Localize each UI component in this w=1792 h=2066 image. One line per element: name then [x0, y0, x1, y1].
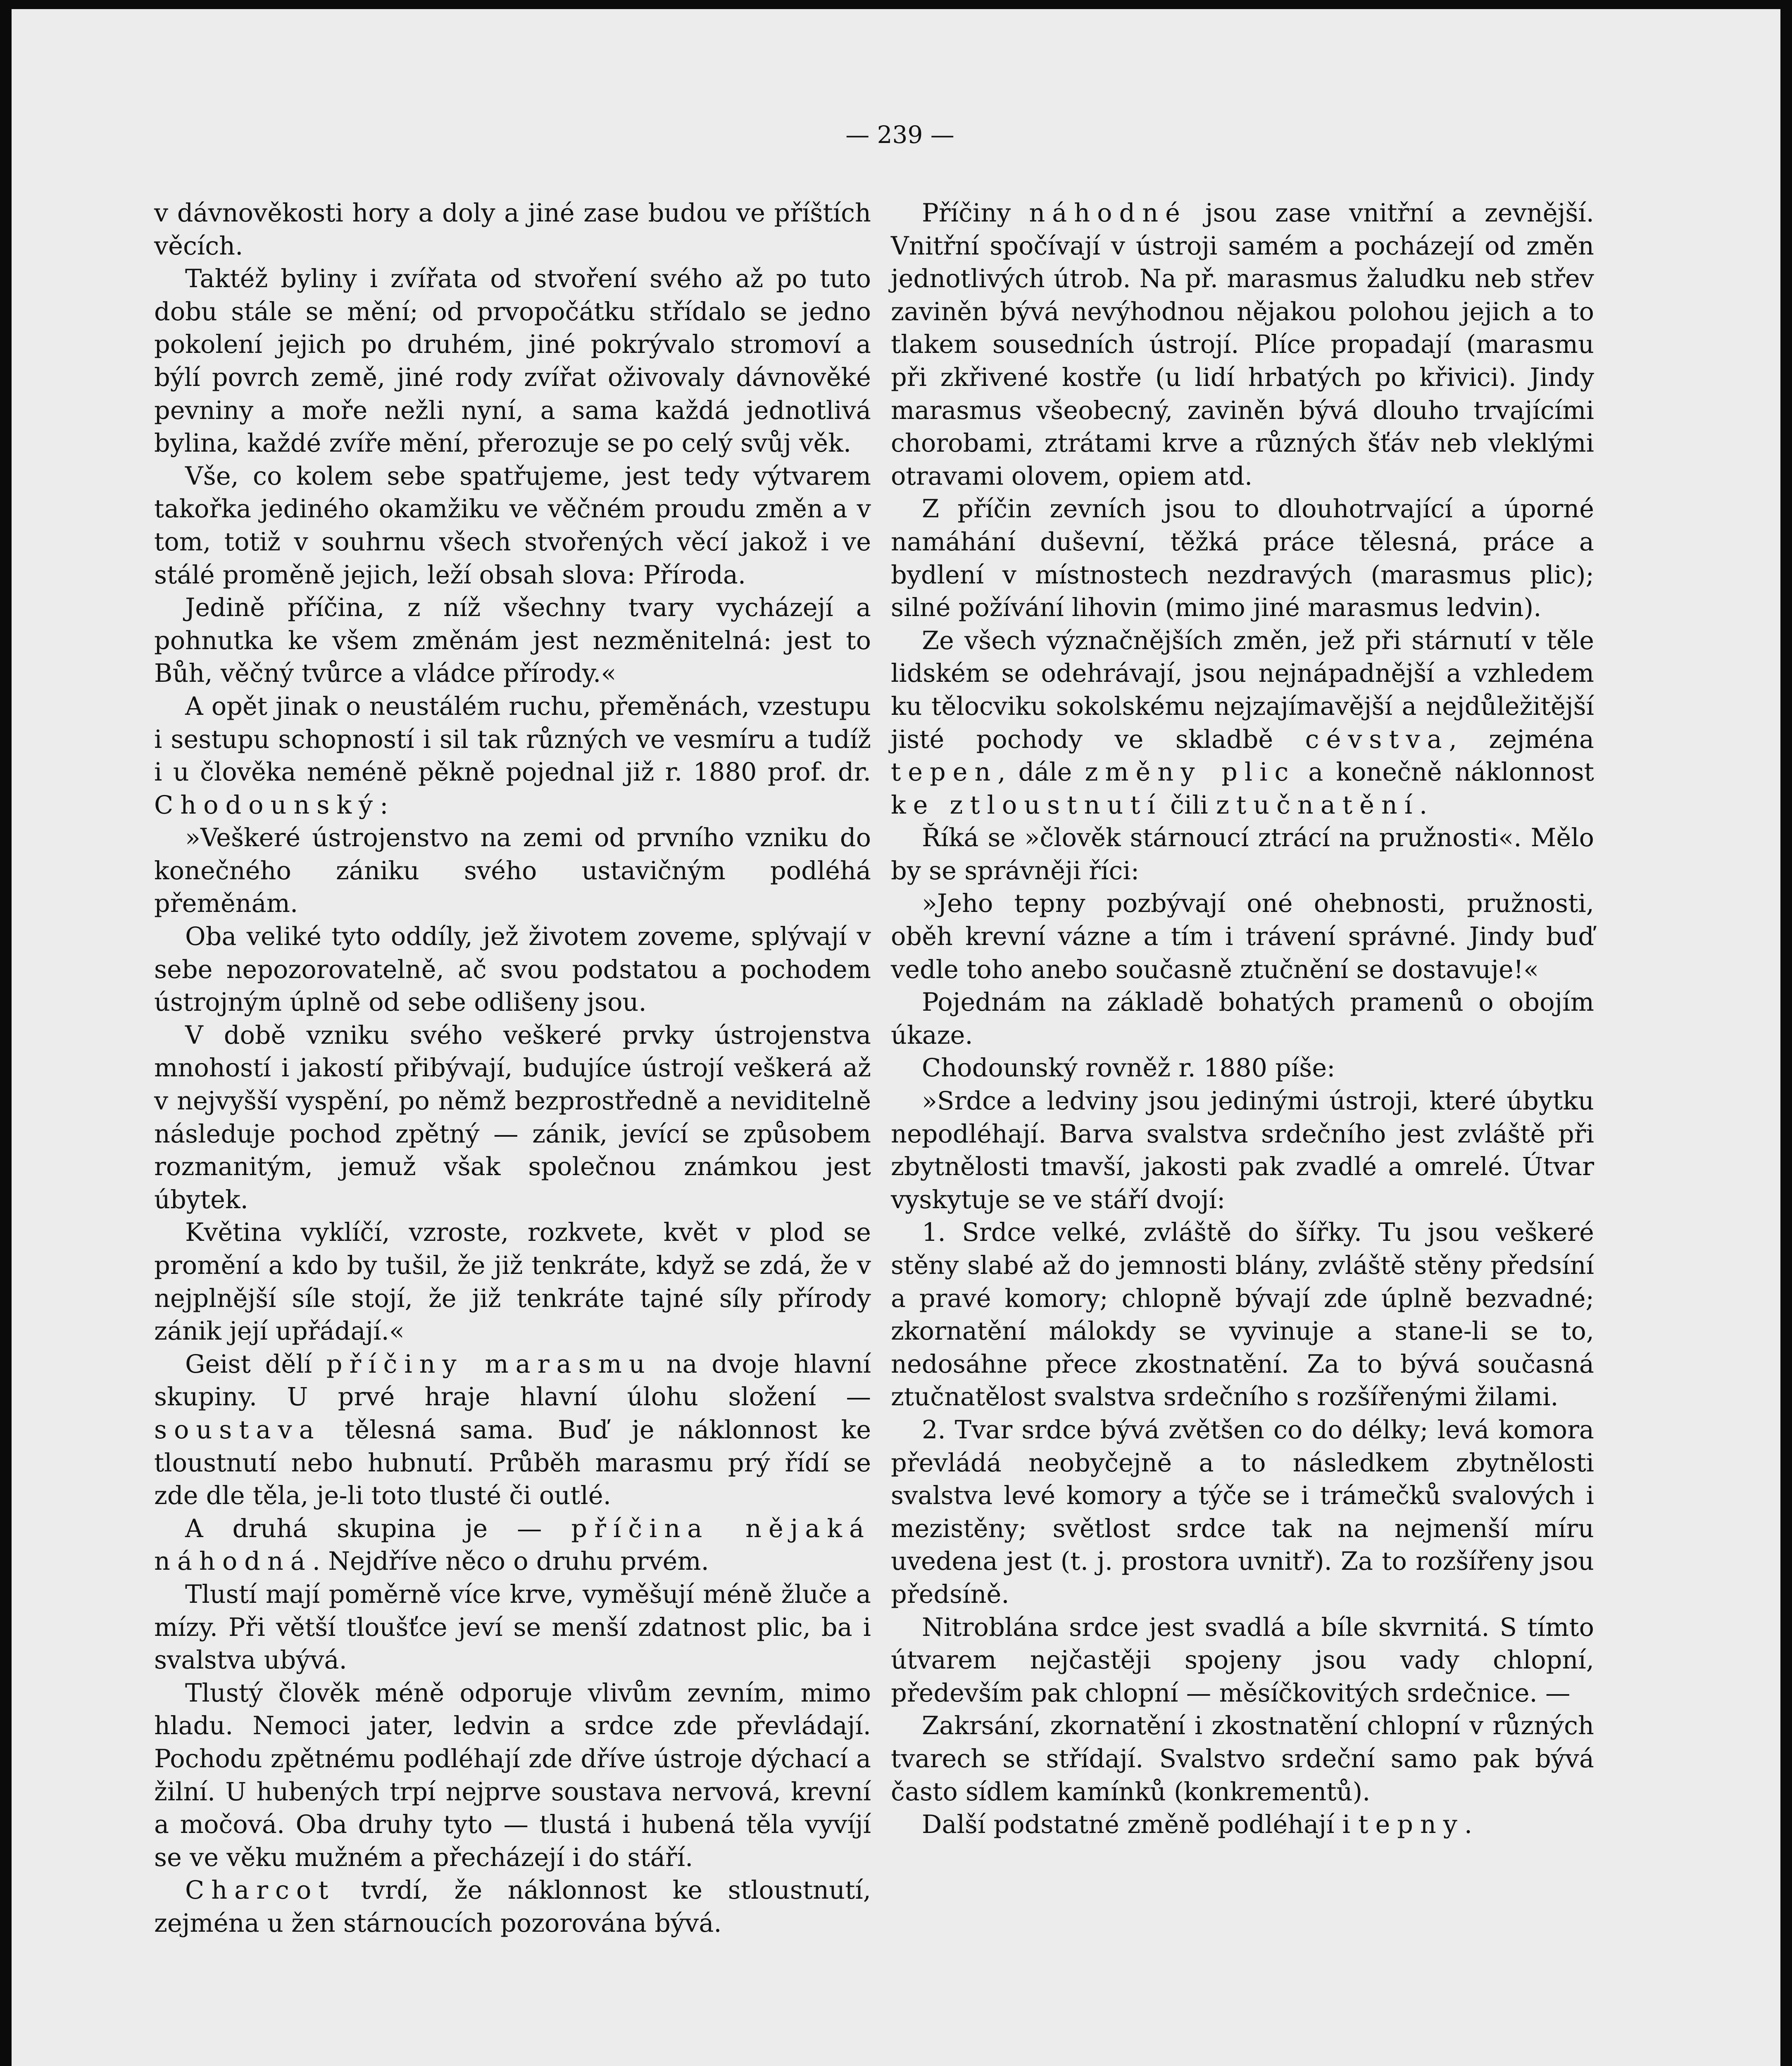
- text-run: Geist dělí: [185, 1350, 326, 1379]
- spaced-emphasis: Charcot: [185, 1876, 336, 1905]
- text-run: čili: [1162, 790, 1216, 820]
- paragraph: [891, 493, 1594, 624]
- text-run: na dvoje hlavní skupiny. U prvé hraje hlavní úlohu složení —: [154, 1350, 871, 1412]
- paragraph: [154, 1348, 871, 1513]
- spaced-emphasis: příčina nějaká náhodná: [154, 1514, 871, 1576]
- paragraph: [154, 263, 871, 460]
- text-run: Další podstatné změně podléhají i: [922, 1810, 1359, 1840]
- paragraph: [891, 822, 1594, 888]
- text-run: Taktéž byliny i zvířata od stvoření svého až po tuto dobu stále se mění; od prvopočátku střídalo se jedno pokolení jejich po druhém, jiné pokrývalo stromoví a býlí povrch země, jiné rody zvířat oživovaly dávnověké pevniny a moře nežli nyní, a sama každá jednotlivá bylina, každé zvíře mění, přerozuje se po celý svůj věk.: [154, 264, 871, 458]
- spaced-emphasis: tepny: [1358, 1810, 1464, 1840]
- text-run: Nitroblána srdce jest svadlá a bíle skvrnitá. S tímto útvarem nejčastěji spojeny jsou vady chlopní, především pak chlopní — měsíčkovitých srdečnice. —: [891, 1613, 1594, 1708]
- text-run: :: [380, 790, 388, 820]
- text-run: »Veškeré ústrojenstvo na zemi od prvního vzniku do konečného zániku svého ustavičným podléhá přeměnám.: [154, 824, 871, 919]
- text-run: Vše, co kolem sebe spatřujeme, jest tedy výtvarem takořka jediného okamžiku ve věčném proudu změn a v tom, totiž v souhrnu všech stvořených věcí jakož i ve stálé proměně jejich, leží obsah slova: Příroda.: [154, 462, 871, 590]
- text-run: Ze všech význačnějších změn, jež při stárnutí v těle lidském se odehrávají, jsou nejnápadnější a vzhledem ku tělocviku sokolskému nejzajímavější a nejdůležitější jisté pochody ve skladbě: [891, 626, 1594, 754]
- paragraph: [891, 1085, 1594, 1216]
- paragraph: [891, 1809, 1594, 1842]
- paragraph: [154, 592, 871, 690]
- spaced-emphasis: tepen: [891, 758, 998, 787]
- paragraph: [891, 1216, 1594, 1414]
- paragraph: [891, 986, 1594, 1052]
- paragraph: [891, 1611, 1594, 1710]
- text-run: Květina vyklíčí, vzroste, rozkvete, květ v plod se promění a kdo by tušil, že již tenkráte, když se zdá, že v nejplnější síle stojí, že již tenkráte tajné síly přírody zánik její upřádají.«: [154, 1218, 871, 1346]
- text-run: V době vzniku svého veškeré prvky ústrojenstva mnohostí i jakostí přibývají, budujíce ústrojí veškerá až v nejvyšší vyspění, po němž bezprostředně a neviditelně následuje pochod zpětný — zánik, jevící se způsobem rozmanitým, jemuž však společnou známkou jest úbytek.: [154, 1021, 871, 1214]
- text-run: 1. Srdce velké, zvláště do šířky. Tu jsou veškeré stěny slabé až do jemnosti blány, zvláště stěny předsíní a pravé komory; chlopně bývají zde úplně bezvadné; zkornatění málokdy se vyvinuje a stane-li se to, nedosáhne přece zkostnatění. Za to bývá současná ztučnatělost svalstva srdečního s rozšířenými žilami.: [891, 1218, 1594, 1412]
- text-run: .: [1464, 1810, 1473, 1840]
- text-run: Jedině příčina, z níž všechny tvary vycházejí a pohnutka ke všem změnám jest nezměnitelná: jest to Bůh, věčný tvůrce a vládce přírody.«: [154, 593, 871, 688]
- spaced-emphasis: náhodné: [1029, 199, 1187, 228]
- paragraph: [154, 822, 871, 921]
- paragraph: [154, 1019, 871, 1217]
- paragraph: [154, 1677, 871, 1875]
- paragraph: [154, 1216, 871, 1348]
- spaced-emphasis: příčiny marasmu: [326, 1350, 652, 1379]
- spaced-emphasis: ke ztloustnutí: [891, 790, 1162, 820]
- text-run: A opět jinak o neustálém ruchu, přeměnách, vzestupu i sestupu schopností i sil tak různých ve vesmíru a tudíž i u člověka neméně pěkně pojednal již r. 1880 prof. dr.: [154, 692, 871, 787]
- text-run: Říká se »člověk stárnoucí ztrácí na pružnosti«. Mělo by se správněji říci:: [891, 824, 1594, 885]
- text-run: jsou zase vnitřní a zevnější. Vnitřní spočívají v ústroji samém a pocházejí od změn jednotlivých útrob. Na př. marasmus žaludku neb střev zaviněn bývá nevýhodnou nějakou polohou jejich a to tlakem sousedních ústrojí. Plíce propadají (marasmu při zkřivené kostře (u lidí hrbatých po křivici). Jindy marasmus všeobecný, zaviněn bývá dlouho trvajícími chorobami, ztrátami krve a různých šťáv neb vleklými otravami olovem, opiem atd.: [891, 199, 1594, 491]
- text-run: Zakrsání, zkornatění i zkostnatění chlopní v různých tvarech se střídají. Svalstvo srdeční samo pak bývá často sídlem kamínků (konkrementů).: [891, 1711, 1594, 1807]
- text-run: v dávnověkosti hory a doly a jiné zase budou ve příštích věcích.: [154, 199, 871, 261]
- paragraph: [154, 921, 871, 1019]
- text-run: , dále: [997, 758, 1085, 787]
- paragraph: [154, 690, 871, 822]
- paragraph: [891, 888, 1594, 986]
- text-run: tvrdí, že náklonnost ke stloustnutí, zejména u žen stárnoucích pozorována bývá.: [154, 1876, 871, 1938]
- paragraph: [891, 197, 1594, 493]
- spaced-emphasis: soustava: [154, 1415, 321, 1445]
- text-run: 2. Tvar srdce bývá zvětšen co do délky; levá komora převládá neobyčejně a to následkem zbytnělosti svalstva levé komory a týče se i trámečků svalových i mezistěny; světlost srdce tak na nejmenší míru uvedena jest (t. j. prostora uvnitř). Za to rozšířeny jsou předsíně.: [891, 1415, 1594, 1609]
- text-run: »Jeho tepny pozbývají oné ohebnosti, pružnosti, oběh krevní vázne a tím i trávení správné. Jindy buď vedle toho anebo současně ztučnění se dostavuje!«: [891, 889, 1594, 984]
- text-run: tělesná sama. Buď je náklonnost ke tloustnutí nebo hubnutí. Průběh marasmu prý řídí se zde dle těla, je-li toto tlusté či outlé.: [154, 1415, 871, 1511]
- text-run: a konečně náklonnost: [1295, 758, 1594, 787]
- left-column: [154, 197, 871, 1940]
- text-run: Tlustý člověk méně odporuje vlivům zevním, mimo hladu. Nemoci jater, ledvin a srdce zde převládají. Pochodu zpětnému podléhají zde dříve ústroje dýchací a žilní. U hubených trpí nejprve soustava nervová, krevní a močová. Oba druhy tyto — tlustá i hubená těla vyvíjí se ve věku mužném a přecházejí i do stáří.: [154, 1678, 871, 1872]
- text-run: , zejména: [1449, 725, 1594, 754]
- text-run: Tlustí mají poměrně více krve, vyměšují méně žluče a mízy. Při větší tloušťce jeví se menší zdatnost plic, ba i svalstva ubývá.: [154, 1580, 871, 1675]
- paragraph: [154, 197, 871, 263]
- paragraph: [154, 1513, 871, 1578]
- text-run: »Srdce a ledviny jsou jedinými ústroji, které úbytku nepodléhají. Barva svalstva srdečního jest zvláště při zbytnělosti tmavší, jakosti pak zvadlé a omrelé. Útvar vyskytuje se ve stáří dvojí:: [891, 1087, 1594, 1214]
- text-run: . Nejdříve něco o druhu prvém.: [312, 1547, 709, 1576]
- paragraph: [891, 625, 1594, 822]
- paragraph: [154, 1874, 871, 1940]
- page-number: — 239 —: [845, 121, 954, 149]
- paragraph: [891, 1414, 1594, 1611]
- text-run: Chodounský rovněž r. 1880 píše:: [922, 1054, 1335, 1083]
- paragraph: [154, 460, 871, 592]
- spaced-emphasis: cévstva: [1305, 725, 1449, 754]
- right-column: [891, 197, 1594, 1842]
- text-run: Z příčin zevních jsou to dlouhotrvající a úporné namáhání duševní, těžká práce tělesná, práce a bydlení v místnostech nezdravých (marasmus plic); silné požívání lihovin (mimo jiné marasmus ledvin).: [891, 495, 1594, 623]
- spaced-emphasis: Chodounský: [154, 790, 380, 820]
- paragraph: [891, 1052, 1594, 1085]
- text-run: .: [1419, 790, 1428, 820]
- paragraph: [154, 1578, 871, 1677]
- text-run: Příčiny: [922, 199, 1029, 228]
- text-run: Pojednám na základě bohatých pramenů o obojím úkaze.: [891, 988, 1594, 1050]
- book-page: [12, 9, 1780, 2066]
- text-run: A druhá skupina je —: [185, 1514, 571, 1543]
- spaced-emphasis: změny plic: [1085, 758, 1296, 787]
- spaced-emphasis: ztučnatění: [1216, 790, 1420, 820]
- text-run: Oba veliké tyto oddíly, jež životem zoveme, splývají v sebe nepozorovatelně, ač svou podstatou a pochodem ústrojným úplně od sebe odlišeny jsou.: [154, 922, 871, 1017]
- paragraph: [891, 1710, 1594, 1809]
